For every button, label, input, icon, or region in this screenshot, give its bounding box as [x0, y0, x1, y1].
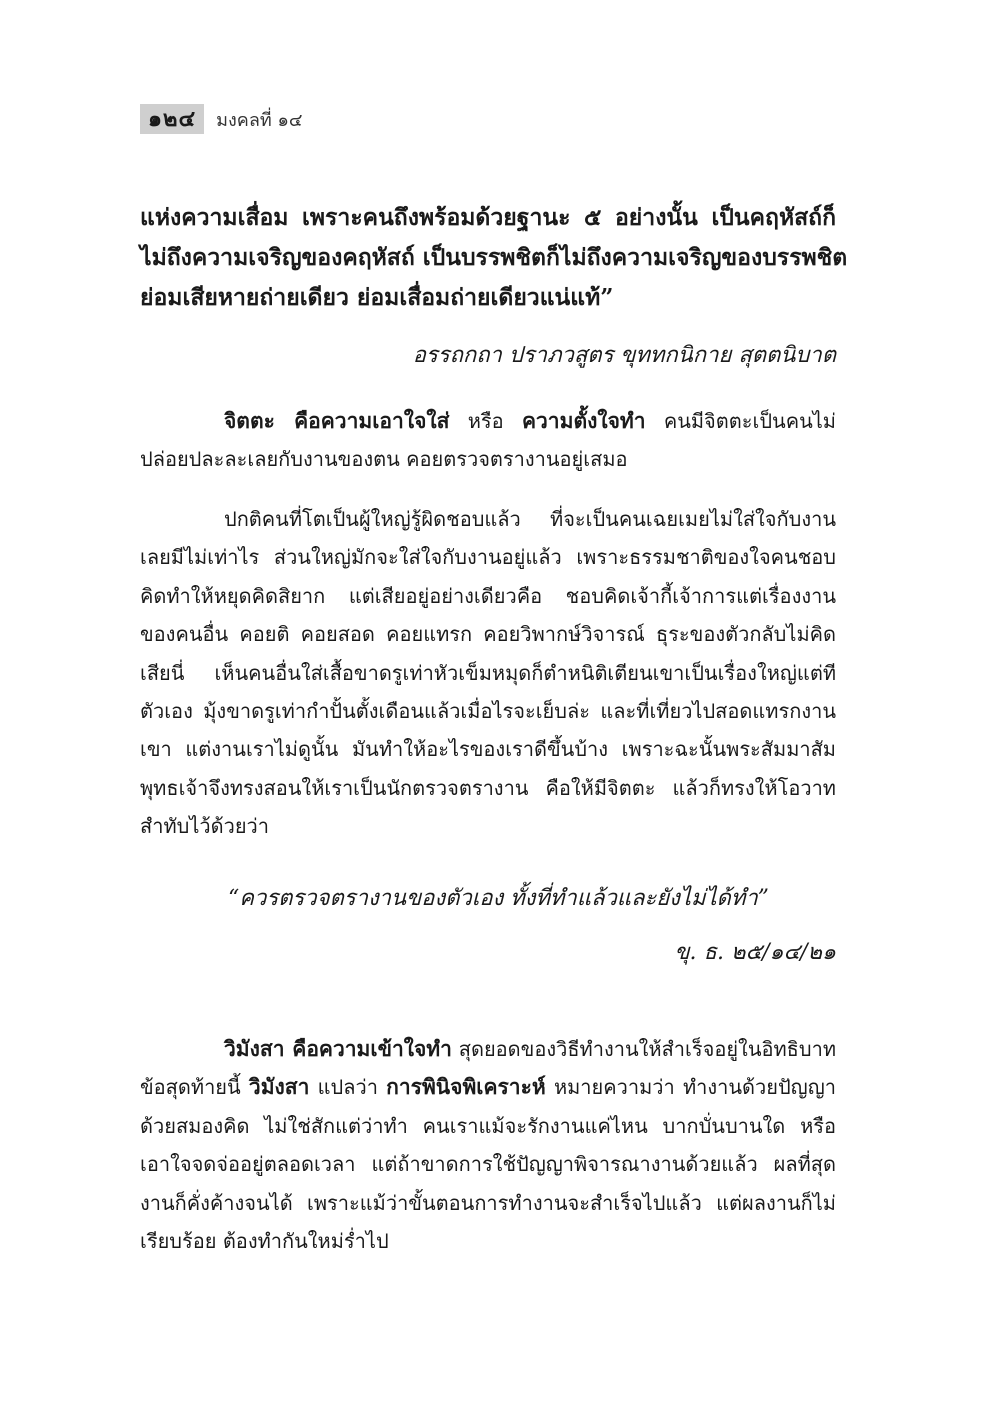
term-chittata-2: ความตั้งใจทำ: [521, 408, 646, 433]
paragraph-chittata: [140, 402, 836, 479]
paragraph-text: แปลว่า: [309, 1075, 387, 1100]
bold-quote: [140, 198, 848, 318]
connector-text: หรือ: [449, 409, 522, 433]
paragraph-text: คนมีจิตตะเป็นคนไม่ปล่อยปละละเลยกับงานของตน คอยตรวจตรางานอยู่เสมอ: [140, 409, 836, 472]
term-analysis: การพินิจพิเคราะห์: [386, 1074, 546, 1100]
quote-line: แห่งความเสื่อม เพราะคนถึงพร้อมด้วยฐานะ ๕ อย่างนั้น เป็นคฤหัสถ์ก็: [140, 204, 836, 231]
term-chittata: จิตตะ คือความเอาใจใส่: [224, 408, 450, 433]
paragraph-body: ปกติคนที่โตเป็นผู้ใหญ่รู้ผิดชอบแล้ว ที่จะเป็นคนเฉยเมยไม่ใส่ใจกับงานเลยมีไม่เท่าไร ส่วนใหญ่มักจะใส่ใจกับงานอยู่แล้ว เพราะธรรมชาติของใจคนชอบคิดทำให้หยุดคิดสิยาก แต่เสียอยู่อย่างเดียวคือ ชอบคิดเจ้ากี้เจ้าการแต่เรื่องงานของคนอื่น คอยติ คอยสอด คอยแทรก คอยวิพากษ์วิจารณ์ ธุระของตัวกลับไม่คิดเสียนี่ เห็นคนอื่นใส่เสื้อขาดรูเท่าหัวเข็มหมุดก็ตำหนิติเตียนเขาเป็นเรื่องใหญ่แต่ทีตัวเอง มุ้งขาดรูเท่ากำปั้นตั้งเดือนแล้วเมื่อไรจะเย็บล่ะ และที่เที่ยวไปสอดแทรกงานเขา แต่งานเราไม่ดูนั้น มันทำให้อะไรของเราดีขึ้นบ้าง เพราะฉะนั้นพระสัมมาสัมพุทธเจ้าจึงทรงสอนให้เราเป็นนักตรวจตรางาน คือให้มีจิตตะ แล้วก็ทรงให้โอวาทสำทับไว้ด้วยว่า: [140, 507, 836, 839]
paragraph-text: สุดยอดของวิธีทำงานให้สำเร็จอยู่ในอิทธิบาทข้อสุดท้ายนี้: [140, 1037, 837, 1100]
term-vimamsa: วิมังสา คือความเข้าใจทำ: [224, 1036, 452, 1061]
quote-source: อรรถกถา ปราภวสูตร ขุททกนิกาย สุตตนิบาต: [412, 343, 836, 368]
quote-line: ย่อมเสียหายถ่ายเดียว ย่อมเสื่อมถ่ายเดียวแน่แท้”: [140, 284, 614, 311]
page-header: [140, 103, 303, 135]
term-vimamsa-2: วิมังสา: [248, 1074, 310, 1100]
scripture-reference: ขุ. ธ. ๒๕/๑๔/๒๑: [674, 940, 836, 965]
chapter-title: มงคลที่ ๑๔: [216, 109, 303, 131]
quote-line: ไม่ถึงความเจริญของคฤหัสถ์ เป็นบรรพชิตก็ไม่ถึงความเจริญของบรรพชิต: [140, 244, 848, 271]
paragraph-vimamsa: [140, 1030, 836, 1260]
paragraph-text: หมายความว่า ทำงานด้วยปัญญา ด้วยสมองคิด ไม่ใช่สักแต่ว่าทำ คนเราแม้จะรักงานแค่ไหน บากบั่นบานใด หรือเอาใจจดจ่ออยู่ตลอดเวลา แต่ถ้าขาดการใช้ปัญญาพิจารณางานด้วยแล้ว ผลที่สุดงานก็คั่งค้างจนได้ เพราะแม้ว่าขั้นตอนการทำงานจะสำเร็จไปแล้ว แต่ผลงานก็ไม่เรียบร้อย ต้องทำกันใหม่ร่ำไป: [140, 1075, 836, 1254]
buddha-quote: “ควรตรวจตรางานของตัวเอง ทั้งที่ทำแล้วและยังไม่ได้ทำ”: [228, 886, 769, 911]
page-number: ๑๒๔: [140, 104, 204, 134]
